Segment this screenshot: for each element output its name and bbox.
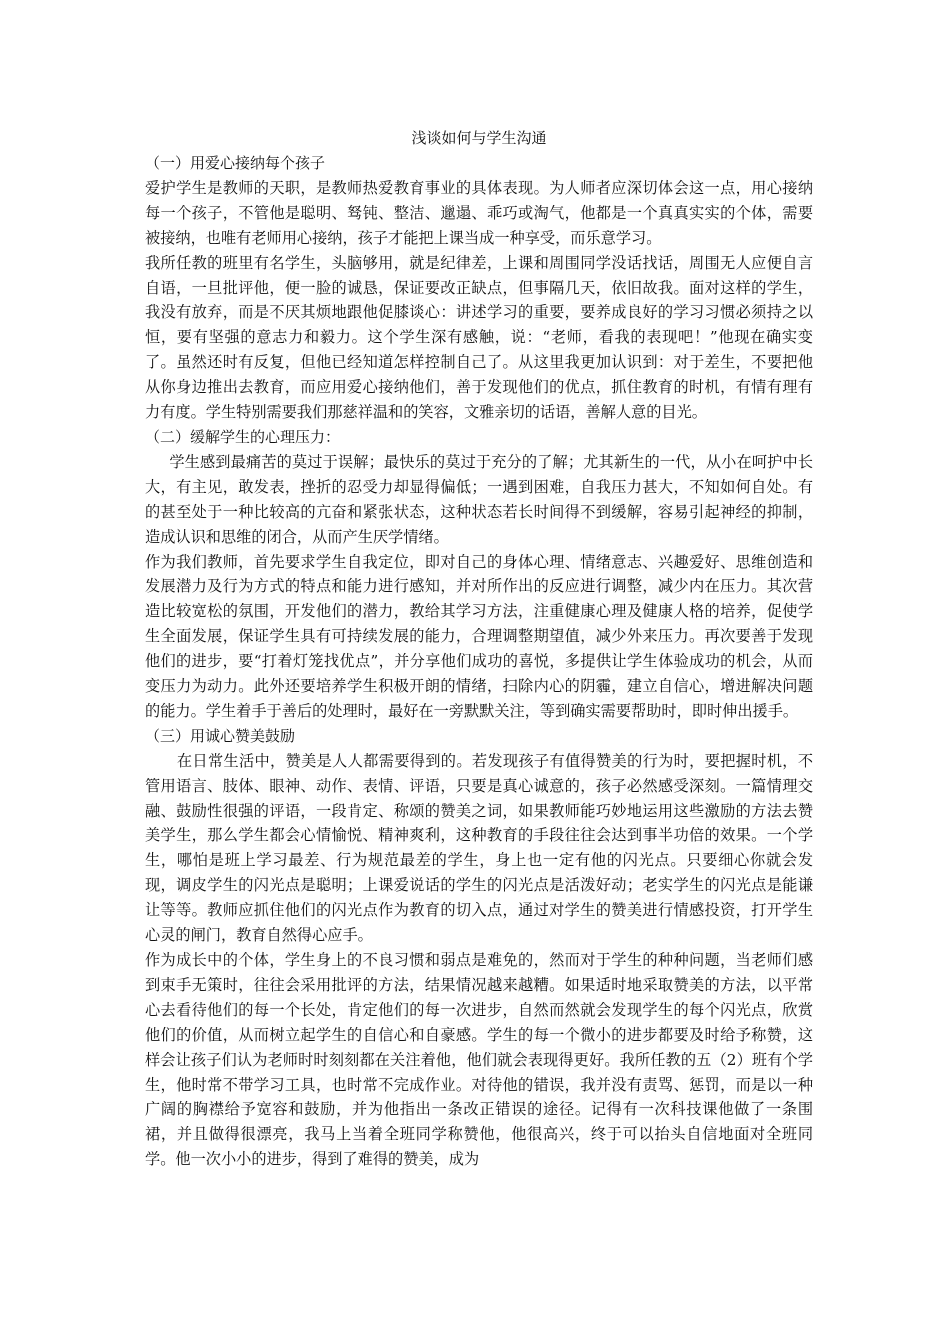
paragraph: 作为成长中的个体，学生身上的不良习惯和弱点是难免的，然而对于学生的种种问题，当老师们感到束手无策时，往往会采用批评的方法，结果情况越来越糟。如果适时地采取赞美的方法，以平常心去看待他们的每一个长处，肯定他们的每一次进步，自然而然就会发现学生的每个闪光点，欣赏他们的价值，从而树立起学生的自信心和自豪感。学生的每一个微小的进步都要及时给予称赞，这样会让孩子们认为老师时时刻刻都在关注着他，他们就会表现得更好。我所任教的五（2）班有个学生，他时常不带学习工具，也时常不完成作业。对待他的错误，我并没有责骂、惩罚，而是以一种广阔的胸襟给予宽容和鼓励，并为他指出一条改正错误的途径。记得有一次科技课他做了一条围裙，并且做得很漂亮，我马上当着全班同学称赞他，他很高兴，终于可以抬头自信地面对全班同学。他一次小小的进步，得到了难得的赞美，成为 bbox=[145, 951, 813, 1169]
section-heading-1: （一）用爱心接纳每个孩子 bbox=[145, 154, 326, 172]
section-heading-3: （三）用诚心赞美鼓励 bbox=[145, 726, 296, 745]
section-heading-2: （二）缓解学生的心理压力： bbox=[145, 427, 341, 446]
paragraph: 作为我们教师，首先要求学生自我定位，即对自己的身体心理、情绪意志、兴趣爱好、思维创造和发展潜力及行为方式的特点和能力进行感知，并对所作出的反应进行调整，减少内在压力。其次营造比较宽松的氛围，开发他们的潜力，教给其学习方法，注重健康心理及健康人格的培养，促使学生全面发展，保证学生具有可持续发展的能力，合理调整期望值，减少外来压力。再次要善于发现他们的进步，要“打着灯笼找优点”，并分享他们成功的喜悦，多提供让学生体验成功的机会，从而变压力为动力。此外还要培养学生积极开朗的情绪，扫除内心的阴霾，建立自信心，增进解决问题的能力。学生着手于善后的处理时，最好在一旁默默关注，等到确实需要帮助时，即时伸出援手。 bbox=[145, 552, 813, 720]
paragraph: 学生感到最痛苦的莫过于误解；最快乐的莫过于充分的了解；尤其新生的一代，从小在呵护中长大，有主见，敢发表，挫折的忍受力却显得偏低；一遇到困难，自我压力甚大，不知如何自处。有的甚至处于一种比较高的亢奋和紧张状态，这种状态若长时间得不到缓解，容易引起神经的抑制，造成认识和思维的闭合，从而产生厌学情绪。 bbox=[145, 452, 813, 546]
document-title: 浅谈如何与学生沟通 bbox=[411, 129, 547, 147]
document-page bbox=[145, 126, 813, 1172]
paragraph: 我所任教的班里有名学生，头脑够用，就是纪律差，上课和周围同学没话找话，周围无人应便自言自语，一旦批评他，便一脸的诚恳，保证要改正缺点，但事隔几天，依旧故我。面对这样的学生，我没有放弃，而是不厌其烦地跟他促膝谈心：讲述学习的重要，要养成良好的学习习惯必须持之以恒，要有坚强的意志力和毅力。这个学生深有感触，说：“老师，看我的表现吧！”他现在确实变了。虽然还时有反复，但他已经知道怎样控制自己了。从这里我更加认识到：对于差生，不要把他从你身边推出去教育，而应用爱心接纳他们，善于发现他们的优点，抓住教育的时机，有情有理有力有度。学生特别需要我们那慈祥温和的笑容，文雅亲切的话语，善解人意的目光。 bbox=[145, 253, 813, 422]
paragraph: 爱护学生是教师的天职，是教师热爱教育事业的具体表现。为人师者应深切体会这一点，用心接纳每一个孩子，不管他是聪明、驽钝、整洁、邋遢、乖巧或淘气，他都是一个真真实实的个体，需要被接纳，也唯有老师用心接纳，孩子才能把上课当成一种享受，而乐意学习。 bbox=[145, 178, 813, 247]
paragraph: 在日常生活中，赞美是人人都需要得到的。若发现孩子有值得赞美的行为时，要把握时机，不管用语言、肢体、眼神、动作、表情、评语，只要是真心诚意的，孩子必然感受深刻。一篇情理交融、鼓励性很强的评语，一段肯定、称颂的赞美之词，如果教师能巧妙地运用这些激励的方法去赞美学生，那么学生都会心情愉悦、精神爽利，这种教育的手段往往会达到事半功倍的效果。一个学生，哪怕是班上学习最差、行为规范最差的学生，身上也一定有他的闪光点。只要细心你就会发现，调皮学生的闪光点是聪明；上课爱说话的学生的闪光点是活泼好动；老实学生的闪光点是能谦让等等。教师应抓住他们的闪光点作为教育的切入点，通过对学生的赞美进行情感投资，打开学生心灵的闸门，教育自然得心应手。 bbox=[145, 751, 813, 945]
